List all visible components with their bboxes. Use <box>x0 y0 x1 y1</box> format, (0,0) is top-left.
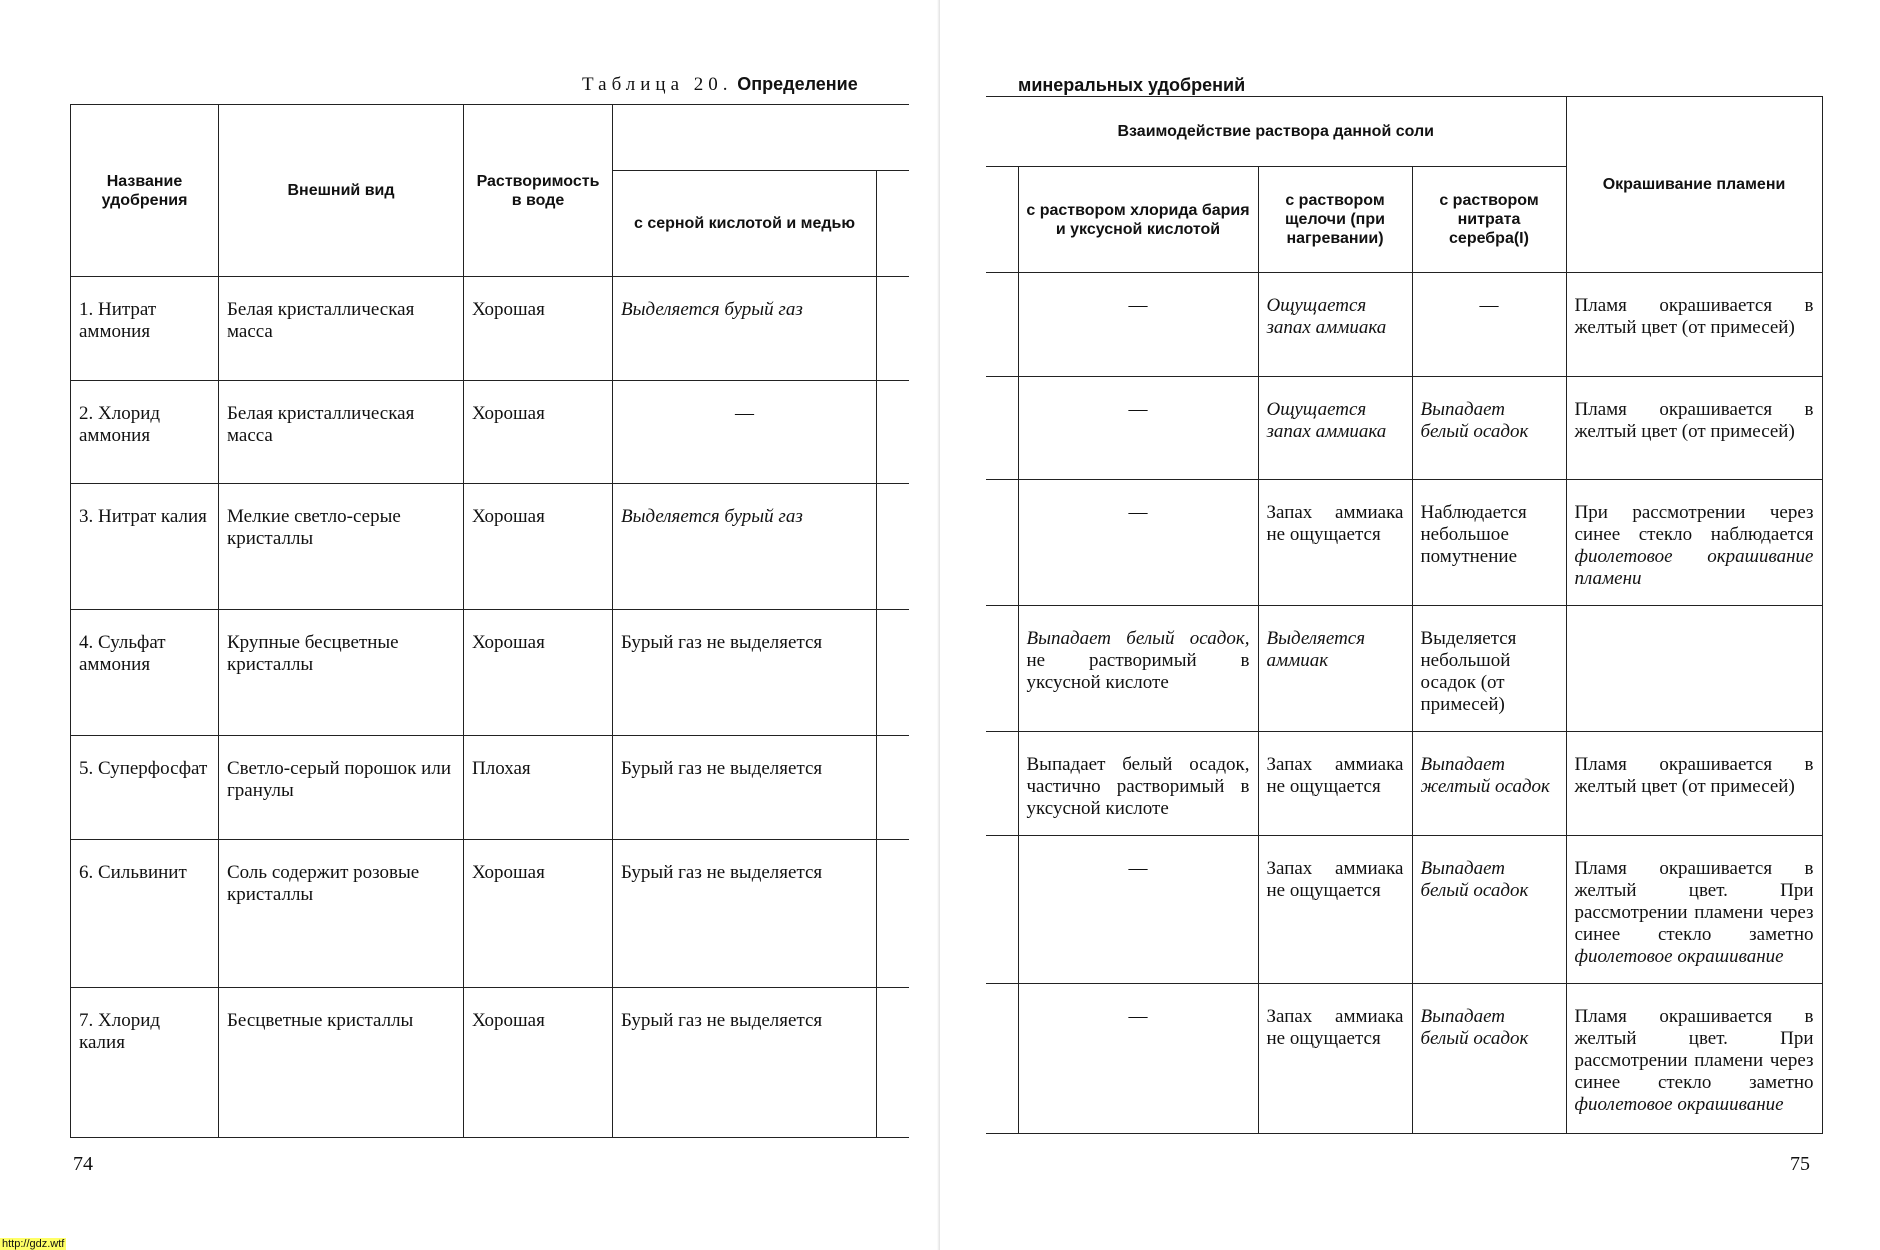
silver-nitrate-cell: Выпадает желтый осадок <box>1412 732 1566 836</box>
table-row <box>71 381 909 484</box>
table-row <box>986 377 1822 480</box>
header-flame: Окрашивание пламени <box>1566 97 1822 273</box>
sulfuric-copper-cell: — <box>613 381 877 484</box>
appearance-cell: Крупные бесцветные кристаллы <box>219 610 464 736</box>
sulfuric-copper-cell: Бурый газ не выделяется <box>613 610 877 736</box>
sulfuric-copper-cell: Бурый газ не выделяется <box>613 736 877 840</box>
barium-text: — <box>1128 1006 1148 1027</box>
solubility-cell: Хорошая <box>464 381 613 484</box>
barium-text: — <box>1128 399 1148 420</box>
fertilizer-name: 3. Нитрат калия <box>71 484 219 610</box>
solubility-cell: Хорошая <box>464 610 613 736</box>
barium-cell <box>1018 606 1258 732</box>
spacer-cell <box>986 377 1018 480</box>
left-table <box>70 104 909 1138</box>
silver-nitrate-cell: Наблюдается небольшое помутнение <box>1412 480 1566 606</box>
flame-cell <box>1566 732 1822 836</box>
barium-cell <box>1018 732 1258 836</box>
spacer-cell <box>877 484 909 610</box>
table-row <box>986 836 1822 984</box>
alkali-cell: Запах аммиака не ощущается <box>1258 480 1412 606</box>
flame-cell <box>1566 836 1822 984</box>
header-interaction-group: Взаимодействие раствора данной соли <box>986 97 1566 167</box>
spacer-cell <box>986 480 1018 606</box>
table-caption-continued-text: минеральных удобрений <box>1018 75 1246 95</box>
flame-text: Пламя окрашивается в желтый цвет (от примесей) <box>1574 399 1814 442</box>
solubility-cell: Хорошая <box>464 277 613 381</box>
header-barium: с раствором хлорида бария и уксусной кислотой <box>1018 167 1258 273</box>
table-caption <box>582 74 858 96</box>
spacer-cell <box>877 610 909 736</box>
flame-text: Пламя окрашивается в желтый цвет. При рассмотрении пламени через синее стекло заметно <box>1574 1006 1814 1093</box>
barium-cell <box>1018 836 1258 984</box>
barium-text: Выпадает белый осадок, частично растворимый в уксусной кислоте <box>1026 754 1250 819</box>
flame-italic-text: фиолетовое окрашивание <box>1574 946 1784 967</box>
appearance-cell: Соль содержит розовые кристаллы <box>219 840 464 988</box>
header-alkali: с раствором щелочи (при нагревании) <box>1258 167 1412 273</box>
barium-italic-text: Выпадает белый осадок, <box>1026 628 1250 649</box>
table-row <box>71 988 909 1138</box>
table-row <box>986 480 1822 606</box>
flame-cell <box>1566 273 1822 377</box>
barium-text: не растворимый в уксусной кислоте <box>1026 650 1250 693</box>
table-row <box>986 273 1822 377</box>
spacer-cell <box>986 273 1018 377</box>
table-caption-continued <box>1018 75 1245 97</box>
flame-italic-text: фиолетовое окрашивание <box>1574 1094 1784 1115</box>
right-page <box>940 0 1880 1250</box>
appearance-cell: Белая кристаллическая масса <box>219 381 464 484</box>
spacer-cell <box>877 840 909 988</box>
appearance-cell: Светло-серый порошок или гранулы <box>219 736 464 840</box>
fertilizer-name: 2. Хлорид аммония <box>71 381 219 484</box>
alkali-cell: Запах аммиака не ощущается <box>1258 984 1412 1134</box>
solubility-cell: Хорошая <box>464 988 613 1138</box>
barium-cell <box>1018 273 1258 377</box>
flame-italic-text: фиолетовое окрашивание пламени <box>1574 546 1814 589</box>
spacer-cell <box>986 984 1018 1134</box>
header-appearance: Внешний вид <box>219 105 464 277</box>
spacer-cell <box>986 732 1018 836</box>
silver-nitrate-cell: Выпадает белый осадок <box>1412 377 1566 480</box>
flame-text: Пламя окрашивается в желтый цвет (от примесей) <box>1574 754 1814 797</box>
flame-cell <box>1566 377 1822 480</box>
spacer-cell <box>877 736 909 840</box>
flame-cell <box>1566 606 1822 732</box>
appearance-cell: Бесцветные кристаллы <box>219 988 464 1138</box>
header-name: Название удобрения <box>71 105 219 277</box>
silver-nitrate-cell: Выпадает белый осадок <box>1412 984 1566 1134</box>
barium-text: — <box>1128 502 1148 523</box>
silver-nitrate-cell: Выделяется небольшой осадок (от примесей) <box>1412 606 1566 732</box>
flame-text: При рассмотрении через синее стекло наблюдается <box>1574 502 1814 545</box>
sulfuric-copper-cell: Бурый газ не выделяется <box>613 988 877 1138</box>
flame-text: Пламя окрашивается в желтый цвет (от примесей) <box>1574 295 1814 338</box>
appearance-cell: Мелкие светло-серые кристаллы <box>219 484 464 610</box>
table-row <box>71 277 909 381</box>
sulfuric-copper-cell: Выделяется бурый газ <box>613 484 877 610</box>
alkali-cell: Запах аммиака не ощущается <box>1258 836 1412 984</box>
fertilizer-name: 7. Хлорид калия <box>71 988 219 1138</box>
alkali-cell: Ощущается запах аммиака <box>1258 273 1412 377</box>
alkali-cell: Ощущается запах аммиака <box>1258 377 1412 480</box>
spacer-cell <box>986 606 1018 732</box>
barium-cell <box>1018 480 1258 606</box>
header-sulfuric-copper: с серной кислотой и медью <box>613 171 877 277</box>
table-row <box>986 984 1822 1134</box>
fertilizer-name: 4. Сульфат аммония <box>71 610 219 736</box>
header-solubility: Растворимость в воде <box>464 105 613 277</box>
flame-cell <box>1566 984 1822 1134</box>
fertilizer-name: 1. Нитрат аммония <box>71 277 219 381</box>
header-spacer-right <box>986 167 1018 273</box>
page-number-right: 75 <box>1790 1153 1810 1175</box>
fertilizer-name: 5. Суперфосфат <box>71 736 219 840</box>
table-row <box>71 840 909 988</box>
fertilizer-name: 6. Сильвинит <box>71 840 219 988</box>
page-number-left: 74 <box>73 1153 93 1175</box>
alkali-cell: Запах аммиака не ощущается <box>1258 732 1412 836</box>
flame-text: Пламя окрашивается в желтый цвет. При рассмотрении пламени через синее стекло заметно <box>1574 858 1814 945</box>
spacer-cell <box>877 277 909 381</box>
header-silver: с раствором нитрата серебра(I) <box>1412 167 1566 273</box>
alkali-cell: Выделяется аммиак <box>1258 606 1412 732</box>
appearance-cell: Белая кристаллическая масса <box>219 277 464 381</box>
table-caption-prefix: Таблица 20. <box>582 74 733 95</box>
barium-text: — <box>1128 295 1148 316</box>
solubility-cell: Хорошая <box>464 840 613 988</box>
header-spacer <box>877 171 909 277</box>
barium-text: — <box>1128 858 1148 879</box>
silver-nitrate-cell: — <box>1412 273 1566 377</box>
table-row <box>71 736 909 840</box>
table-row <box>986 732 1822 836</box>
solubility-cell: Хорошая <box>464 484 613 610</box>
barium-cell <box>1018 984 1258 1134</box>
flame-cell <box>1566 480 1822 606</box>
table-row <box>71 610 909 736</box>
header-interaction-left-part <box>613 105 909 171</box>
sulfuric-copper-cell: Бурый газ не выделяется <box>613 840 877 988</box>
solubility-cell: Плохая <box>464 736 613 840</box>
right-table <box>986 96 1823 1134</box>
sulfuric-copper-cell: Выделяется бурый газ <box>613 277 877 381</box>
table-row <box>71 484 909 610</box>
watermark: http://gdz.wtf <box>2 1238 65 1250</box>
spacer-cell <box>877 381 909 484</box>
spacer-cell <box>986 836 1018 984</box>
spacer-cell <box>877 988 909 1138</box>
silver-nitrate-cell: Выпадает белый осадок <box>1412 836 1566 984</box>
barium-cell <box>1018 377 1258 480</box>
table-caption-bold: Определение <box>737 74 858 94</box>
table-row <box>986 606 1822 732</box>
